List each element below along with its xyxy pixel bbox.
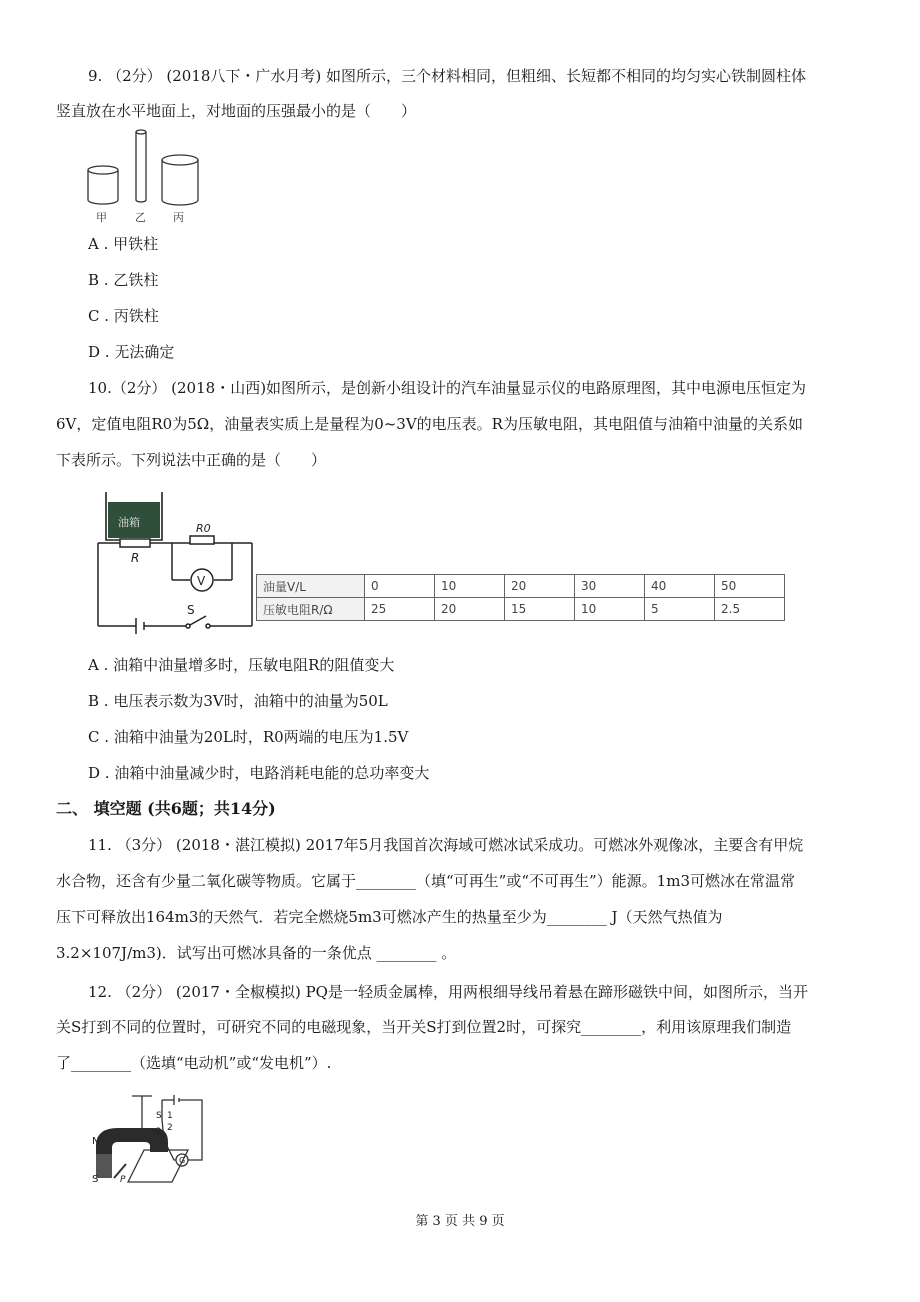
label-r0: R0 bbox=[196, 522, 211, 535]
q9-stem-line2: 竖直放在水平地面上，对地面的压强最小的是（ ） bbox=[56, 102, 417, 120]
table-cell: 15 bbox=[505, 598, 575, 621]
label-yi: 乙 bbox=[135, 211, 146, 224]
page-footer: 第 3 页 共 9 页 bbox=[415, 1214, 505, 1229]
table-row bbox=[257, 598, 785, 621]
q9-option-c[interactable]: C . 丙铁柱 bbox=[88, 307, 159, 325]
q12-stem-line1: 12. （2分） (2017・全椒模拟) PQ是一轻质金属棒，用两根细导线吊着悬在蹄形磁铁中间，如图所示，当开 bbox=[88, 983, 808, 1001]
q10-option-c[interactable]: C . 油箱中油量为20L时，R0两端的电压为1.5V bbox=[88, 728, 409, 746]
q10-stem-line1: 10.（2分） (2018・山西)如图所示，是创新小组设计的汽车油量显示仪的电路原理图，其中电源电压恒定为 bbox=[88, 379, 807, 397]
table-cell: 30 bbox=[575, 575, 645, 598]
label-g: G bbox=[179, 1156, 186, 1165]
resistor-r0 bbox=[190, 536, 214, 544]
label-n: N bbox=[92, 1136, 100, 1147]
table-cell: 25 bbox=[365, 598, 435, 621]
q11-stem-line3: 压下可释放出164m3的天然气．若完全燃烧5m3可燃冰产生的热量至少为________ J（天然气热值为 bbox=[56, 908, 723, 926]
q11-stem-line4: 3.2×107J/m3)．试写出可燃冰具备的一条优点 ________ 。 bbox=[56, 944, 457, 962]
label-q: Q bbox=[154, 1127, 162, 1137]
table-cell: 20 bbox=[505, 575, 575, 598]
q9-cylinders-figure bbox=[84, 128, 204, 226]
table-cell: 2.5 bbox=[715, 598, 785, 621]
label-r: R bbox=[131, 551, 140, 565]
label-switch: S bbox=[187, 603, 195, 617]
cylinder-jia bbox=[88, 166, 118, 204]
cylinder-yi bbox=[136, 130, 146, 202]
label-bing: 丙 bbox=[173, 211, 184, 224]
table-row bbox=[257, 575, 785, 598]
cylinder-bing bbox=[162, 155, 198, 205]
label-pos-1: 1 bbox=[167, 1111, 173, 1121]
section-heading: 二、 填空题 (共6题；共14分) bbox=[56, 799, 276, 818]
q10-option-b[interactable]: B . 电压表示数为3V时，油箱中的油量为50L bbox=[88, 692, 388, 710]
oil-resistance-table bbox=[256, 574, 785, 621]
q12-stem-line3: 了________（选填“电动机”或“发电机”）. bbox=[56, 1054, 332, 1072]
label-voltmeter: V bbox=[197, 574, 206, 588]
q9-option-a[interactable]: A . 甲铁柱 bbox=[88, 235, 159, 253]
table-cell: 50 bbox=[715, 575, 785, 598]
label-s-pole: S bbox=[92, 1174, 99, 1185]
q11-stem-line1: 11. （3分） (2018・湛江模拟) 2017年5月我国首次海域可燃冰试采成功。可燃冰外观像冰，主要含有甲烷 bbox=[88, 836, 804, 854]
label-switch-s: S bbox=[156, 1111, 162, 1121]
q10-stem-line2: 6V，定值电阻R0为5Ω，油量表实质上是量程为0~3V的电压表。R为压敏电阻，其电阻值与油箱中油量的关系如 bbox=[56, 415, 803, 433]
table-header-resistance: 压敏电阻R/Ω bbox=[257, 598, 365, 621]
table-cell: 5 bbox=[645, 598, 715, 621]
q10-option-d[interactable]: D . 油箱中油量减少时，电路消耗电能的总功率变大 bbox=[88, 764, 430, 782]
label-jia: 甲 bbox=[96, 211, 107, 224]
table-header-oil: 油量V/L bbox=[257, 575, 365, 598]
q10-circuit-diagram bbox=[92, 488, 258, 634]
table-cell: 20 bbox=[435, 598, 505, 621]
q9-stem-line1: 9. （2分） (2018八下・广水月考) 如图所示，三个材料相同，但粗细、长短都不相同的均匀实心铁制圆柱体 bbox=[88, 67, 807, 85]
q10-stem-line3: 下表所示。下列说法中正确的是（ ） bbox=[56, 451, 327, 469]
q9-option-b[interactable]: B . 乙铁柱 bbox=[88, 271, 159, 289]
table-cell: 10 bbox=[435, 575, 505, 598]
q10-option-a[interactable]: A . 油箱中油量增多时，压敏电阻R的阻值变大 bbox=[88, 656, 395, 674]
label-p: P bbox=[120, 1175, 126, 1185]
table-cell: 10 bbox=[575, 598, 645, 621]
q9-option-d[interactable]: D . 无法确定 bbox=[88, 343, 175, 361]
label-pos-2: 2 bbox=[167, 1123, 173, 1133]
q12-magnet-figure bbox=[84, 1090, 216, 1190]
q12-stem-line2: 关S打到不同的位置时，可研究不同的电磁现象，当开关S打到位置2时，可探究________，利用该原理我们制造 bbox=[56, 1018, 792, 1036]
table-cell: 0 bbox=[365, 575, 435, 598]
resistor-r bbox=[120, 539, 150, 547]
oil-tank-label: 油箱 bbox=[118, 516, 140, 529]
q11-stem-line2: 水合物，还含有少量二氧化碳等物质。它属于________（填“可再生”或“不可再生”）能源。1m3可燃冰在常温常 bbox=[56, 872, 795, 890]
table-cell: 40 bbox=[645, 575, 715, 598]
